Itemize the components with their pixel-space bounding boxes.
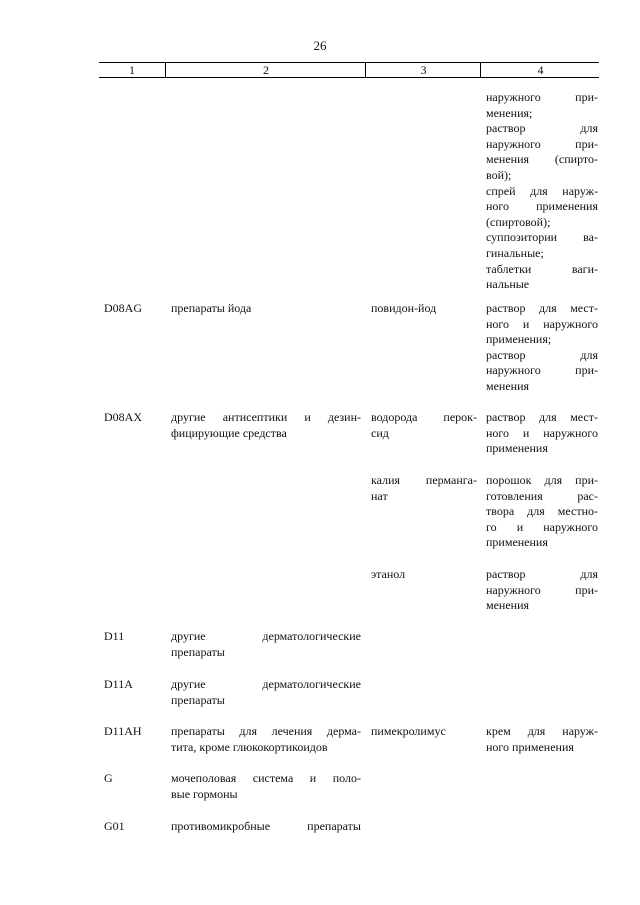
code-cell: G xyxy=(104,771,113,785)
cell-line: раствор для мест- xyxy=(486,410,598,424)
cell-line: другие дерматологические xyxy=(171,677,361,691)
substance-cell xyxy=(371,473,477,504)
cell-line: спрей для наруж- xyxy=(486,183,598,198)
cell-line: повидон-йод xyxy=(371,301,437,315)
cell-line: другие дерматологические xyxy=(171,629,361,643)
cell-line: препараты xyxy=(171,692,225,707)
cell-line: пимекролимус xyxy=(371,724,446,738)
cell-line: сид xyxy=(371,425,389,440)
cell-line: наружного при- xyxy=(486,582,598,597)
group-cell xyxy=(171,819,361,835)
cell-line: крем для наруж- xyxy=(486,724,598,738)
cell-line: готовления рас- xyxy=(486,488,598,503)
column-header-4: 4 xyxy=(480,63,600,77)
substance-cell xyxy=(371,301,477,317)
cell-line: раствор для xyxy=(486,121,598,136)
code-cell: D08AG xyxy=(104,301,142,315)
cell-line: менения xyxy=(486,598,530,613)
group-cell xyxy=(171,629,361,660)
cell-line: этанол xyxy=(371,567,406,581)
column-header-1: 1 xyxy=(129,63,135,77)
dosage-form-cell xyxy=(486,410,598,457)
cell-line: препараты xyxy=(171,644,225,659)
dosage-form-cell xyxy=(486,90,598,293)
cell-line: фицирующие средства xyxy=(171,425,287,440)
cell-line: нат xyxy=(371,488,388,503)
cell-line: применения; xyxy=(486,332,552,347)
group-cell xyxy=(171,410,361,441)
substance-cell xyxy=(371,724,477,740)
page-number: 26 xyxy=(313,38,327,53)
group-cell xyxy=(171,724,361,755)
cell-line: водорода перок- xyxy=(371,410,477,424)
cell-line: раствор для xyxy=(486,567,598,581)
substance-cell xyxy=(371,410,477,441)
code-cell: D11AH xyxy=(104,724,142,738)
cell-line: другие антисептики и дезин- xyxy=(171,410,361,424)
cell-line: вые гормоны xyxy=(171,786,238,801)
cell-line: раствор для xyxy=(486,347,598,362)
cell-line: ного применения xyxy=(486,199,598,214)
dosage-form-cell xyxy=(486,301,598,395)
cell-line: ного применения xyxy=(486,739,574,754)
cell-line: менения; xyxy=(486,105,533,120)
code-cell: D08AX xyxy=(104,410,142,424)
cell-line: наружного при- xyxy=(486,90,598,104)
dosage-form-cell xyxy=(486,473,598,551)
cell-line: применения xyxy=(486,441,548,456)
dosage-form-cell xyxy=(486,724,598,755)
column-header-3: 3 xyxy=(365,63,481,77)
cell-line: тита, кроме глюкокортикоидов xyxy=(171,739,328,754)
group-cell xyxy=(171,677,361,708)
cell-line: противомикробные препараты xyxy=(171,819,361,833)
cell-line: ного и наружного xyxy=(486,316,598,331)
cell-line: таблетки ваги- xyxy=(486,261,598,276)
dosage-form-cell xyxy=(486,567,598,614)
code-cell: G01 xyxy=(104,819,125,833)
cell-line: го и наружного xyxy=(486,519,598,534)
cell-line: мочеполовая система и поло- xyxy=(171,771,361,785)
cell-line: суппозитории ва- xyxy=(486,230,598,245)
cell-line: твора для местно- xyxy=(486,504,598,519)
cell-line: применения xyxy=(486,535,548,550)
cell-line: ного и наружного xyxy=(486,425,598,440)
cell-line: гинальные; xyxy=(486,245,544,260)
code-cell: D11 xyxy=(104,629,125,643)
cell-line: наружного при- xyxy=(486,136,598,151)
cell-line: препараты йода xyxy=(171,301,252,315)
cell-line: препараты для лечения дерма- xyxy=(171,724,361,738)
cell-line: менения (спирто- xyxy=(486,152,598,167)
table-header xyxy=(99,62,599,78)
group-cell xyxy=(171,771,361,802)
cell-line: менения xyxy=(486,378,530,393)
code-cell: D11A xyxy=(104,677,133,691)
cell-line: порошок для при- xyxy=(486,473,598,487)
column-header-2: 2 xyxy=(165,63,366,77)
cell-line: раствор для мест- xyxy=(486,301,598,315)
cell-line: наружного при- xyxy=(486,363,598,378)
cell-line: (спиртовой); xyxy=(486,214,551,229)
cell-line: калия перманга- xyxy=(371,473,477,487)
group-cell xyxy=(171,301,361,317)
substance-cell xyxy=(371,567,477,583)
cell-line: вой); xyxy=(486,167,512,182)
cell-line: нальные xyxy=(486,277,530,292)
